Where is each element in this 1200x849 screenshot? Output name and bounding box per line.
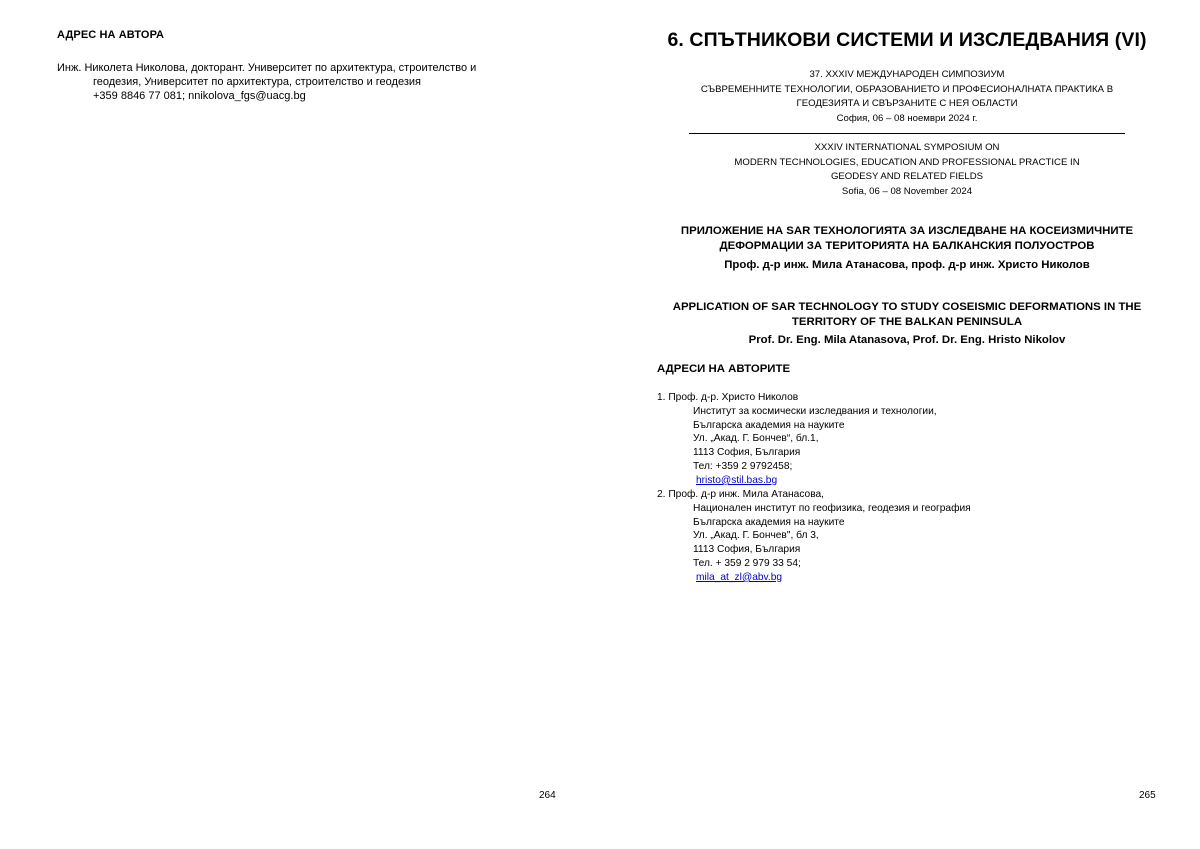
page-number: 264: [539, 790, 556, 801]
title-line: ДЕФОРМАЦИИ ЗА ТЕРИТОРИЯТА НА БАЛКАНСКИЯ ПОЛУОСТРОВ: [719, 240, 1095, 252]
address-line: Инж. Николета Николова, докторант. Университет по архитектура, строителство и: [57, 62, 477, 74]
author-name: 2. Проф. д-р инж. Мила Атанасова,: [657, 489, 825, 500]
address-line: 1113 София, България: [693, 544, 801, 556]
title-line: TERRITORY OF THE BALKAN PENINSULA: [791, 316, 1023, 328]
address-line: Ул. „Акад. Г. Бончев“, бл.1,: [693, 433, 819, 445]
paper-title-bg: [657, 224, 1157, 254]
conference-info-bg: [657, 68, 1157, 126]
conference-date: София, 06 – 08 ноември 2024 г.: [836, 112, 978, 124]
email-link[interactable]: hristo@stil.bas.bg: [696, 474, 778, 486]
paper-title-en: [657, 300, 1157, 330]
address-line: Българска академия на науките: [693, 419, 845, 431]
address-line: 1113 София, България: [693, 447, 801, 459]
divider-line: [689, 133, 1125, 134]
author-2-address: [657, 488, 1157, 585]
conference-line: XXXIV INTERNATIONAL SYMPOSIUM ON: [814, 142, 1000, 153]
address-line: геодезия, Университет по архитектура, строителство и геодезия: [93, 76, 421, 88]
conference-line: СЪВРЕМЕННИТЕ ТЕХНОЛОГИИ, ОБРАЗОВАНИЕТО И ПРОФЕСИОНАЛНАТА ПРАКТИКА В: [700, 83, 1114, 95]
address-line: Българска академия на науките: [693, 516, 845, 528]
page-number: 265: [1139, 790, 1156, 801]
author-address-heading: АДРЕС НА АВТОРА: [57, 29, 165, 41]
title-line: APPLICATION OF SAR TECHNOLOGY TO STUDY COSEISMIC DEFORMATIONS IN THE: [672, 301, 1142, 313]
authors-en: Prof. Dr. Eng. Mila Atanasova, Prof. Dr. Eng. Hristo Nikolov: [748, 334, 1066, 346]
email-link[interactable]: mila_at_zl@abv.bg: [696, 571, 783, 583]
phone-line: Тел. + 359 2 979 33 54;: [693, 557, 801, 569]
section-title: 6. СПЪТНИКОВИ СИСТЕМИ И ИЗСЛЕДВАНИЯ (VI): [667, 29, 1147, 51]
address-line: Национален институт по геофизика, геодезия и география: [693, 502, 971, 514]
phone-line: Тел: +359 2 9792458;: [693, 460, 793, 472]
conference-date: Sofia, 06 – 08 November 2024: [841, 185, 973, 197]
author-name: 1. Проф. д-р. Христо Николов: [657, 392, 799, 403]
conference-info-en: [657, 141, 1157, 199]
authors-bg: Проф. д-р инж. Мила Атанасова, проф. д-р инж. Христо Николов: [724, 259, 1090, 271]
conference-line: 37. XXXIV МЕЖДУНАРОДЕН СИМПОЗИУМ: [809, 69, 1005, 80]
author-1-address: [657, 391, 1157, 488]
address-line: +359 8846 77 081; nnikolova_fgs@uacg.bg: [93, 90, 306, 102]
address-line: Ул. „Акад. Г. Бончев", бл 3,: [693, 530, 819, 542]
title-line: ПРИЛОЖЕНИЕ НА SAR ТЕХНОЛОГИЯТА ЗА ИЗСЛЕДВАНЕ НА КОСЕИЗМИЧНИТЕ: [680, 225, 1134, 237]
conference-line: MODERN TECHNOLOGIES, EDUCATION AND PROFESSIONAL PRACTICE IN: [734, 156, 1080, 168]
conference-line: GEODESY AND RELATED FIELDS: [830, 171, 984, 182]
author-address: [57, 61, 517, 103]
conference-line: ГЕОДЕЗИЯТА И СВЪРЗАНИТЕ С НЕЯ ОБЛАСТИ: [796, 98, 1018, 109]
addresses-heading: АДРЕСИ НА АВТОРИТЕ: [657, 363, 791, 375]
right-page: [600, 0, 1200, 849]
address-line: Институт за космически изследвания и технологии,: [693, 405, 937, 417]
